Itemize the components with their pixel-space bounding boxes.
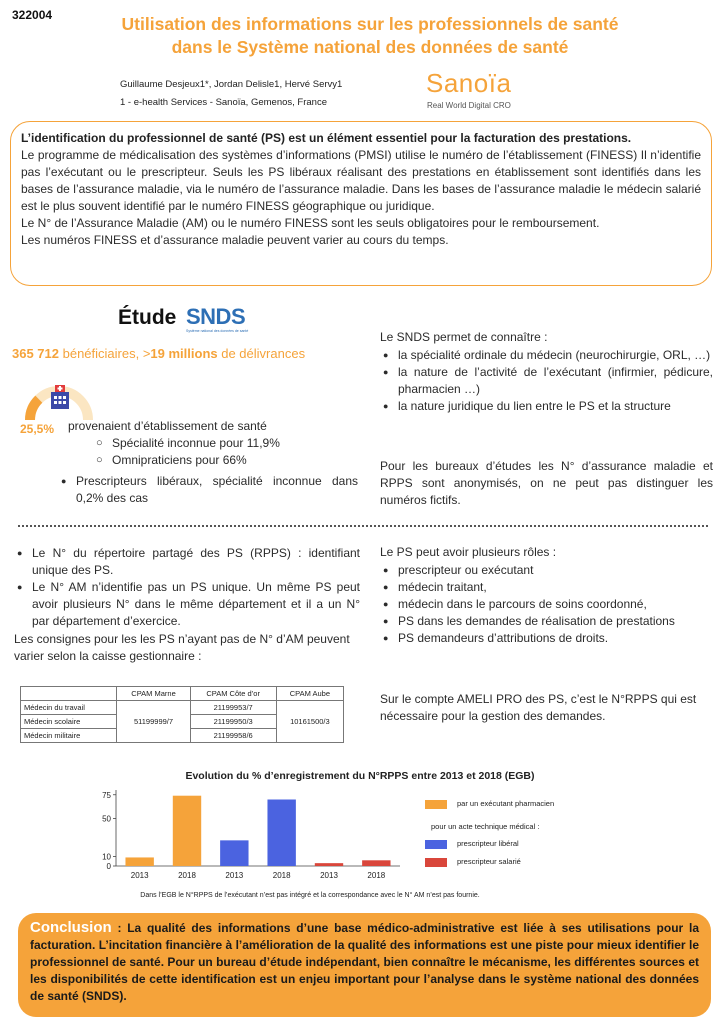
x-tick-label: 2013 xyxy=(225,871,244,880)
poster-id: 322004 xyxy=(12,8,53,22)
gauge-fill xyxy=(30,399,39,420)
rpps-bar-chart xyxy=(70,786,410,890)
percentage-gauge xyxy=(24,372,94,422)
table-cell: 21199958/6 xyxy=(190,729,276,743)
ameli-text: Sur le compte AMELI PRO des PS, c’est le N°RPPS qui est nécessaire pour la gestion des demandes. xyxy=(380,692,697,723)
x-tick-label: 2018 xyxy=(272,871,291,880)
provenance-label: provenaient d’établissement de santé xyxy=(68,419,267,433)
x-tick-label: 2013 xyxy=(320,871,338,880)
list-item: ● PS dans les demandes de réalisation de prestations xyxy=(380,613,713,630)
deliveries-text: de délivrances xyxy=(217,346,306,361)
list-item: ● la spécialité ordinale du médecin (neurochirurgie, ORL, …) xyxy=(380,347,713,364)
intro-paragraph-1: Le programme de médicalisation des systèmes d’informations (PMSI) utilise le numéro de l’établissement (FINESS) Il n’identifie pas l’exécutant ou le prescripteur. Seuls les PS libéraux réalisant des prestations en établissement sont identifiés dans les bases de l’assurance maladie, via le numéro de l’assurance maladie. Dans les bases de l’assurance maladie le médecin salarié est le plus souvent identifié par le numéro FINESS géographique ou juridique. xyxy=(21,148,701,213)
snds-info-list xyxy=(380,347,713,415)
intro-paragraph-2: Le N° de l’Assurance Maladie (AM) ou le numéro FINESS sont les seuls obligatoires pour le remboursement. xyxy=(21,216,600,230)
snds-info-intro: Le SNDS permet de connaître : xyxy=(380,330,548,344)
conclusion-text: : La qualité des informations d’une base médico-administrative est liée à ses utilisations pour la facturation. L’incitation financière à l’amélioration de la qualité des informations est une piste pour mieux identifier le professionnel de santé. Pour un bureau d’étude indépendant, bien connaître le mécanisme, les différentes sources et les disponibilités de cette identification est un enjeu important pour l’analyse dans le système national des données de santé (SNDS). xyxy=(30,921,699,1003)
beneficiaries-line xyxy=(12,346,305,361)
dotted-divider xyxy=(18,525,708,527)
affiliation: 1 - e-health Services - Sanoïa, Gemenos, France xyxy=(120,97,327,108)
chart-note: Dans l’EGB le N°RPPS de l’exécutant n’est pas intégré et la correspondance avec le N° AM n’est pas fournie. xyxy=(140,892,480,899)
rpps-list xyxy=(14,545,360,630)
roles-list xyxy=(380,562,713,647)
chart-bar xyxy=(267,800,295,867)
chart-legend xyxy=(425,796,625,876)
chart-bar xyxy=(173,796,201,866)
legend-swatch xyxy=(425,858,447,867)
x-tick-label: 2013 xyxy=(130,871,149,880)
list-item: ○ Spécialité inconnue pour 11,9% xyxy=(94,435,364,452)
beneficiaries-number: 365 712 xyxy=(12,346,59,361)
legend-label: pour un acte technique médical : xyxy=(431,822,540,831)
table-header xyxy=(21,687,117,701)
table-header-row xyxy=(21,687,344,701)
authors: Guillaume Desjeux1*, Jordan Delisle1, Hervé Servy1 xyxy=(120,79,343,90)
list-item: ● la nature juridique du lien entre le PS et la structure xyxy=(380,398,713,415)
list-item: ○ Omnipraticiens pour 66% xyxy=(94,452,364,469)
table-cell: 21199953/7 xyxy=(190,701,276,715)
snds-logo-subtitle: Système national des données de santé xyxy=(186,329,249,333)
table-header: CPAM Côte d’or xyxy=(190,687,276,701)
table-cell: Médecin du travail xyxy=(21,701,117,715)
y-tick-label: 75 xyxy=(102,790,111,800)
table-cell: 51199999/7 xyxy=(117,701,190,743)
list-item: ● Le N° du répertoire partagé des PS (RPPS) : identifiant unique des PS. xyxy=(14,545,360,579)
etude-heading: Étude xyxy=(118,306,177,329)
cpam-table xyxy=(20,686,344,743)
deliveries-number: 19 millions xyxy=(150,346,218,361)
list-item: ● Prescripteurs libéraux, spécialité inconnue dans 0,2% des cas xyxy=(58,473,358,507)
chart-bar xyxy=(125,857,153,866)
liberal-list xyxy=(58,473,358,507)
x-tick-label: 2018 xyxy=(367,871,386,880)
chart-bar xyxy=(315,863,343,866)
intro-paragraph-3: Les numéros FINESS et d’assurance maladie peuvent varier au cours du temps. xyxy=(21,233,449,247)
table-cell: 21199950/3 xyxy=(190,715,276,729)
logo-tagline: Real World Digital CRO xyxy=(427,101,511,110)
title-line-1: Utilisation des informations sur les professionnels de santé xyxy=(121,14,619,34)
chart-bar xyxy=(220,840,248,866)
conclusion-box xyxy=(18,913,711,1017)
table-header: CPAM Aube xyxy=(276,687,343,701)
specialty-sublist xyxy=(94,435,364,469)
table-cell: 10161500/3 xyxy=(276,701,343,743)
legend-label: prescripteur libéral xyxy=(457,839,519,848)
percentage-label: 25,5% xyxy=(20,422,55,436)
y-tick-label: 10 xyxy=(102,852,111,862)
table-cell: Médecin scolaire xyxy=(21,715,117,729)
snds-logo: SNDS xyxy=(186,304,246,329)
table-header: CPAM Marne xyxy=(117,687,190,701)
list-item: ● PS demandeurs d’attributions de droits. xyxy=(380,630,713,647)
list-item: ● médecin dans le parcours de soins coordonné, xyxy=(380,596,713,613)
y-tick-label: 0 xyxy=(106,862,111,871)
legend-swatch xyxy=(425,840,447,849)
intro-box xyxy=(10,121,712,286)
y-tick-label: 50 xyxy=(102,814,111,824)
anonymisation-text: Pour les bureaux d’études les N° d’assurance maladie et RPPS sont anonymisés, on ne peut pas distinguer les numéros fictifs. xyxy=(380,459,713,507)
list-item: ● la nature de l’activité de l’exécutant (infirmier, pédicure, pharmacien …) xyxy=(380,364,713,398)
table-cell: Médecin militaire xyxy=(21,729,117,743)
chart-bar xyxy=(362,860,390,866)
beneficiaries-text: bénéficiaires, > xyxy=(59,346,151,361)
title-line-2: dans le Système national des données de santé xyxy=(171,37,569,57)
legend-label: prescripteur salarié xyxy=(457,857,521,866)
legend-swatch xyxy=(425,800,447,809)
list-item: ● Le N° AM n’identifie pas un PS unique. Un même PS peut avoir plusieurs N° dans le même département et il a un N° par département d’exercice. xyxy=(14,579,360,630)
list-item: ● prescripteur ou exécutant xyxy=(380,562,713,579)
x-tick-label: 2018 xyxy=(178,871,196,880)
sanoia-logo: Sanoïa xyxy=(426,68,512,98)
legend-label: par un exécutant pharmacien xyxy=(457,799,555,808)
consignes-text: Les consignes pour les les PS n’ayant pas de N° d’AM peuvent varier selon la caisse gestionnaire : xyxy=(14,632,350,663)
intro-headline: L’identification du professionnel de santé (PS) est un élément essentiel pour la facturation des prestations. xyxy=(21,131,632,145)
list-item: ● médecin traitant, xyxy=(380,579,713,596)
table-row xyxy=(21,701,344,715)
roles-intro: Le PS peut avoir plusieurs rôles : xyxy=(380,545,557,559)
chart-title: Evolution du % d’enregistrement du N°RPPS entre 2013 et 2018 (EGB) xyxy=(185,770,535,782)
conclusion-label: Conclusion xyxy=(30,919,112,936)
